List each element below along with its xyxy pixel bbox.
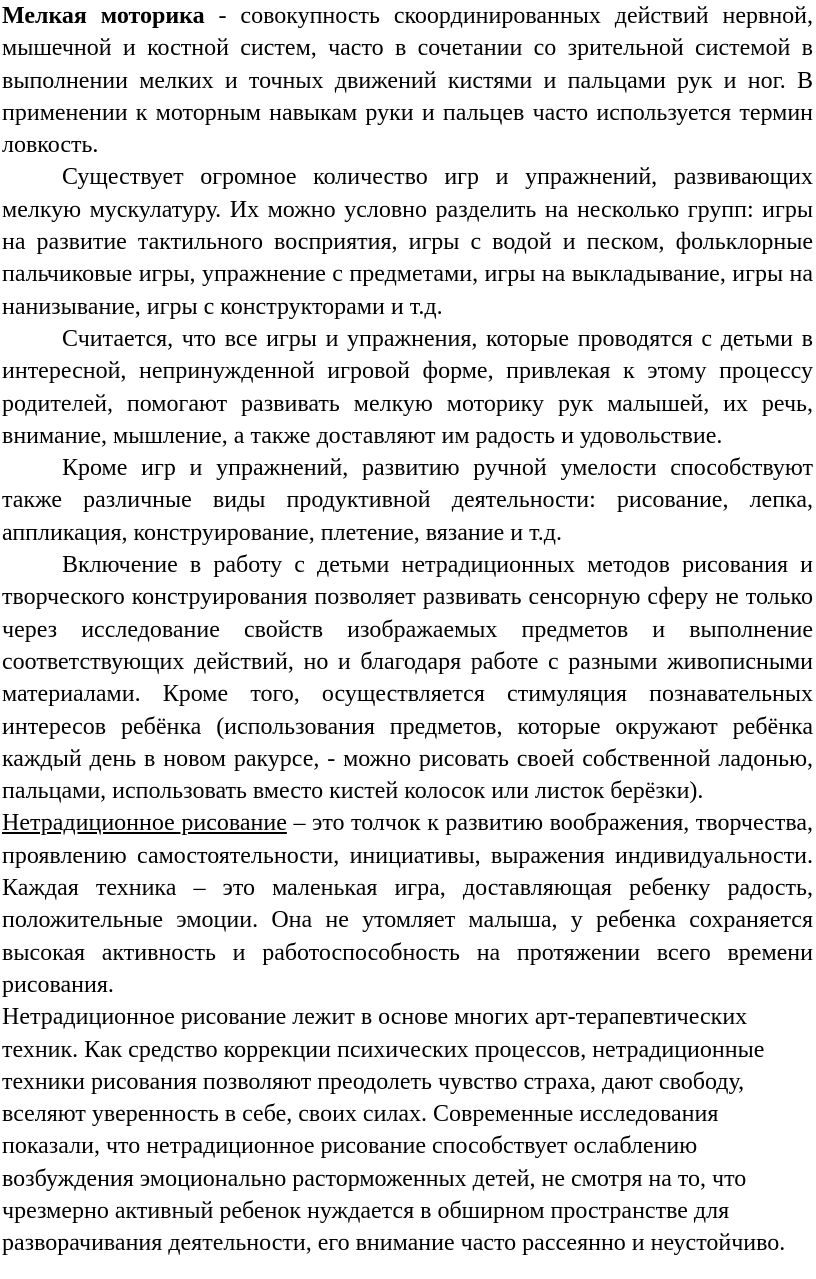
paragraph-fine-motor-definition	[2, 0, 813, 161]
paragraph-nontraditional-methods: Включение в работу с детьми нетрадиционных методов рисования и творческого конструирования позволяет развивать сенсорную сферу не только через исследование свойств изображаемых предметов и выполнение соответствующих действий, но и благодаря работе с разными живописными материалами. Кроме того, осуществляется стимуляция познавательных интересов ребёнка (использования предметов, которые окружают ребёнка каждый день в новом ракурсе, - можно рисовать своей собственной ладонью, пальцами, использовать вместо кистей колосок или листок берёзки).	[2, 552, 813, 805]
term-fine-motor-skills: Мелкая моторика	[2, 3, 205, 29]
paragraph-text: - совокупность скоординированных действий нервной, мышечной и костной систем, часто в сочетании со зрительной системой в выполнении мелких и точных движений кистями и пальцами рук и ног. В применении к моторным навыкам руки и пальцев часто используется термин ловкость.	[2, 3, 814, 159]
term-nontraditional-drawing: Нетрадиционное рисование	[2, 810, 287, 837]
paragraph-games-groups: Существует огромное количество игр и упражнений, развивающих мелкую мускулатуру. Их можно условно разделить на несколько групп: игры на развитие тактильного восприятия, игры с водой и песком, фольклорные пальчиковые игры, упражнение с предметами, игры на выкладывание, игры на нанизывание, игры с конструкторами и т.д.	[2, 164, 813, 320]
paragraph-nontraditional-drawing-definition	[2, 807, 813, 1001]
paragraph-text: – это толчок к развитию воображения, творчества, проявлению самостоятельности, инициативы, выражения индивидуальности. Каждая техника – это маленькая игра, доставляющая ребенку радость, положительные эмоции. Она не утомляет малыша, у ребенка сохраняется высокая активность и работоспособность на протяжении всего времени рисования.	[2, 810, 813, 998]
paragraph-productive-activities: Кроме игр и упражнений, развитию ручной умелости способствуют также различные виды продуктивной деятельности: рисование, лепка, аппликация, конструирование, плетение, вязание и т.д.	[2, 455, 813, 546]
paragraph-games-benefits: Считается, что все игры и упражнения, которые проводятся с детьми в интересной, непринужденной игровой форме, привлекая к этому процессу родителей, помогают развивать мелкую моторику рук малышей, их речь, внимание, мышление, а также доставляют им радость и удовольствие.	[2, 325, 813, 449]
paragraph-art-therapy: Нетрадиционное рисование лежит в основе многих арт-терапевтических техник. Как средство коррекции психических процессов, нетрадиционные техники рисования позволяют преодолеть чувство страха, дают свободу, вселяют уверенность в себе, своих силах. Современные исследования показали, что нетрадиционное рисование способствует ослаблению возбуждения эмоционально расторможенных детей, не смотря на то, что чрезмерно активный ребенок нуждается в обширном пространстве для разворачивания деятельности, его внимание часто рассеянно и неустойчиво.	[2, 1004, 786, 1257]
